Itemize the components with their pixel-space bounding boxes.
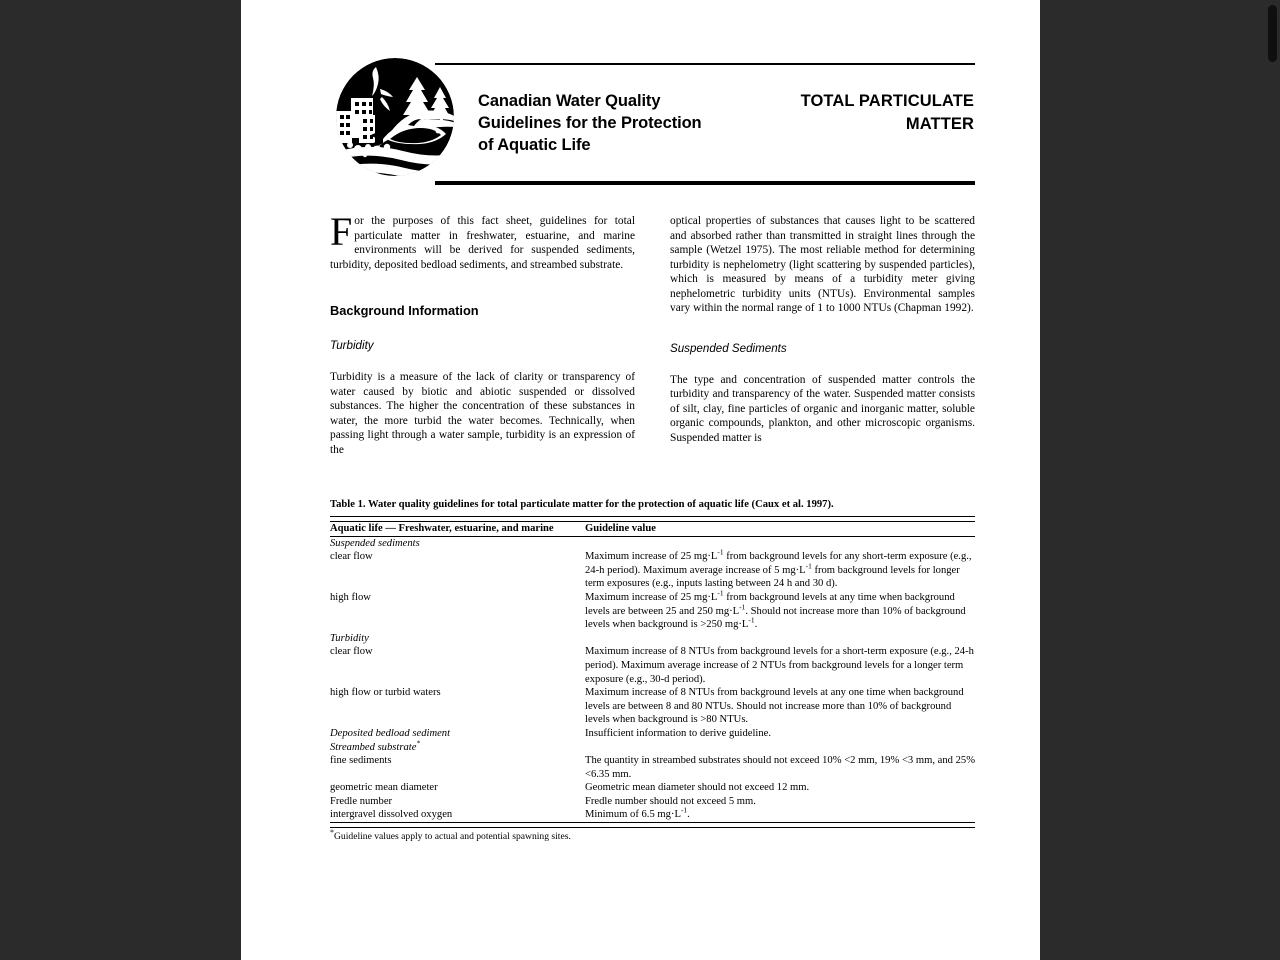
row-label-clear-flow-turbidity: clear flow [330,646,373,658]
turbidity-paragraph: Turbidity is a measure of the lack of clarity or transparency of water caused by biotic and abiotic suspended or dissolved substances. The higher the concentration of these substances in water, the more turbid the water becomes. Technically, when passing light through a water sample, turbidity is an expression of the [330,371,635,456]
document-title-line-2: MATTER [905,115,974,133]
row-value-fine-sediments: The quantity in streambed substrates should not exceed 10% <2 mm, 19% <3 mm, and 25% <6.35 mm. [585,755,976,780]
row-value-high-flow-sediment: Maximum increase of 25 $mg\cdot L^{-1}$ from background levels at any time when background levels are between 25 and 250 $mg\cdot L^{-1}$. Should not increase more than 10% of background levels when background is >250 $mg\cdot L^{-1}$. [585,588,966,631]
table-row [330,754,975,781]
row-value-turbidity [585,632,975,646]
table-header-aquatic-life: Aquatic life — Freshwater, estuarine, and marine [330,523,554,534]
suspended-sediments-paragraph: The type and concentration of suspended matter controls the turbidity and transparency of the water. Suspended matter consists of silt, clay, fine particles of organic and inorganic matter, soluble organic compounds, plankton, and other microscopic organisms. Suspended matter is [670,373,975,444]
page-content-area [330,0,975,960]
masthead-line-3: of Aquatic Life [478,136,591,154]
row-label-high-flow-sediment: high flow [330,591,371,603]
table-row [330,781,975,795]
table-row [330,795,975,809]
row-label-turbidity: Turbidity [330,632,369,644]
row-label-geometric-mean-diameter: geometric mean diameter [330,782,438,794]
body-left-column [330,209,635,457]
table-row [330,591,975,632]
section-heading-background-information: Background Information [330,303,479,318]
row-label-fredle-number: Fredle number [330,795,393,807]
row-label-high-flow-turbidity: high flow or turbid waters [330,687,441,699]
body-columns [330,209,975,457]
table-row [330,632,975,646]
table-row [330,808,975,822]
vertical-scrollbar-thumb[interactable] [1268,5,1277,62]
row-label-streambed-substrate [330,737,585,755]
row-value-fredle-number: Fredle number should not exceed 5 mm. [585,795,756,807]
table-footnote-text: Guideline values apply to actual and potential spawning sites. [334,831,571,843]
table-header-guideline-value-label: Guideline value [585,523,656,534]
row-label-clear-flow-sediment: clear flow [330,551,373,563]
document-title [674,90,974,136]
table-row [330,645,975,686]
row-value-suspended-sediments [585,537,975,551]
intro-paragraph [330,209,635,272]
row-label-deposited-bedload-sediment: Deposited bedload sediment [330,727,451,739]
table-header-guideline-value [585,522,975,536]
row-value-intergravel-dissolved-oxygen: Minimum of 6.5 $mg\cdot L^{-1}$. [585,805,690,821]
row-label-suspended-sediments: Suspended sediments [330,537,420,549]
row-label-fine-sediments: fine sediments [330,755,392,767]
row-value-geometric-mean-diameter: Geometric mean diameter should not exceed 12 mm. [585,782,810,794]
row-label-intergravel-dissolved-oxygen: intergravel dissolved oxygen [330,809,453,821]
row-value-streambed-substrate [585,741,975,755]
table-row [330,537,975,551]
row-label-streambed-substrate-text: Streambed substrate [330,741,417,753]
body-right-column [670,214,975,457]
footnote-marker-asterisk: * [416,737,421,747]
row-value-deposited-bedload-sediment: Insufficient information to derive guideline. [585,727,772,739]
ccme-logo-icon [330,55,460,185]
masthead-line-2: Guidelines for the Protection [478,114,702,132]
table-row [330,686,975,727]
turbidity-paragraph-continued: optical properties of substances that causes light to be scattered and absorbed rather than transmitted in straight lines through the sample (Wetzel 1975). The most reliable method for determining turbidity is nephelometry (light scattering by suspended particles), which is measured by means of a turbidity meter giving nephelometric turbidity units (NTUs). Environmental samples vary within the normal range of 1 to 1000 NTUs (Chapman 1992). [670,215,975,314]
guidelines-table-block [330,498,975,843]
guidelines-table [330,522,975,536]
guidelines-table-body [330,537,975,822]
table-row [330,550,975,591]
table-footnote [330,828,975,843]
subsection-heading-turbidity: Turbidity [330,339,374,352]
table-row [330,727,975,741]
intro-paragraph-text: or the purposes of this fact sheet, guidelines for total particulate matter in freshwater, estuarine, and marine environments will be derived for suspended sediments, turbidity, deposited bedload sediments, and streambed substrate. [330,215,635,271]
table-header-row [330,522,975,536]
row-value-clear-flow-sediment: Maximum increase of 25 $mg\cdot L^{-1}$ from background levels for any short-term exposure (e.g., 24-h period). Maximum average increase of 5 $mg\cdot L^{-1}$ from background levels for longer term exposures (e.g., inputs lasting between 24 h and 30 d). [585,547,972,590]
table-row [330,741,975,755]
table-caption: Table 1. Water quality guidelines for total particulate matter for the protection of aquatic life (Caux et al. 1997). [330,499,834,510]
subsection-heading-suspended-sediments: Suspended Sediments [670,341,787,355]
masthead-line-1: Canadian Water Quality [478,92,661,110]
header-rule-bottom [435,181,975,185]
header-rule-top [435,63,975,65]
row-value-clear-flow-turbidity: Maximum increase of 8 NTUs from background levels for a short-term exposure (e.g., 24-h period). Maximum average increase of 2 NTUs from background levels for a longer term exposure (e.g., 30-d period). [585,646,974,685]
row-value-high-flow-turbidity: Maximum increase of 8 NTUs from background levels at any one time when background levels are between 8 and 80 NTUs. Should not increase more than 10% of background levels when background is >80 NTUs. [585,687,964,726]
vertical-scrollbar[interactable] [1265,0,1280,960]
footnote-asterisk-icon: * [330,827,334,837]
document-page [241,0,1040,960]
document-title-line-1: TOTAL PARTICULATE [800,92,974,110]
drop-cap: F [330,209,353,254]
document-header [330,52,975,194]
